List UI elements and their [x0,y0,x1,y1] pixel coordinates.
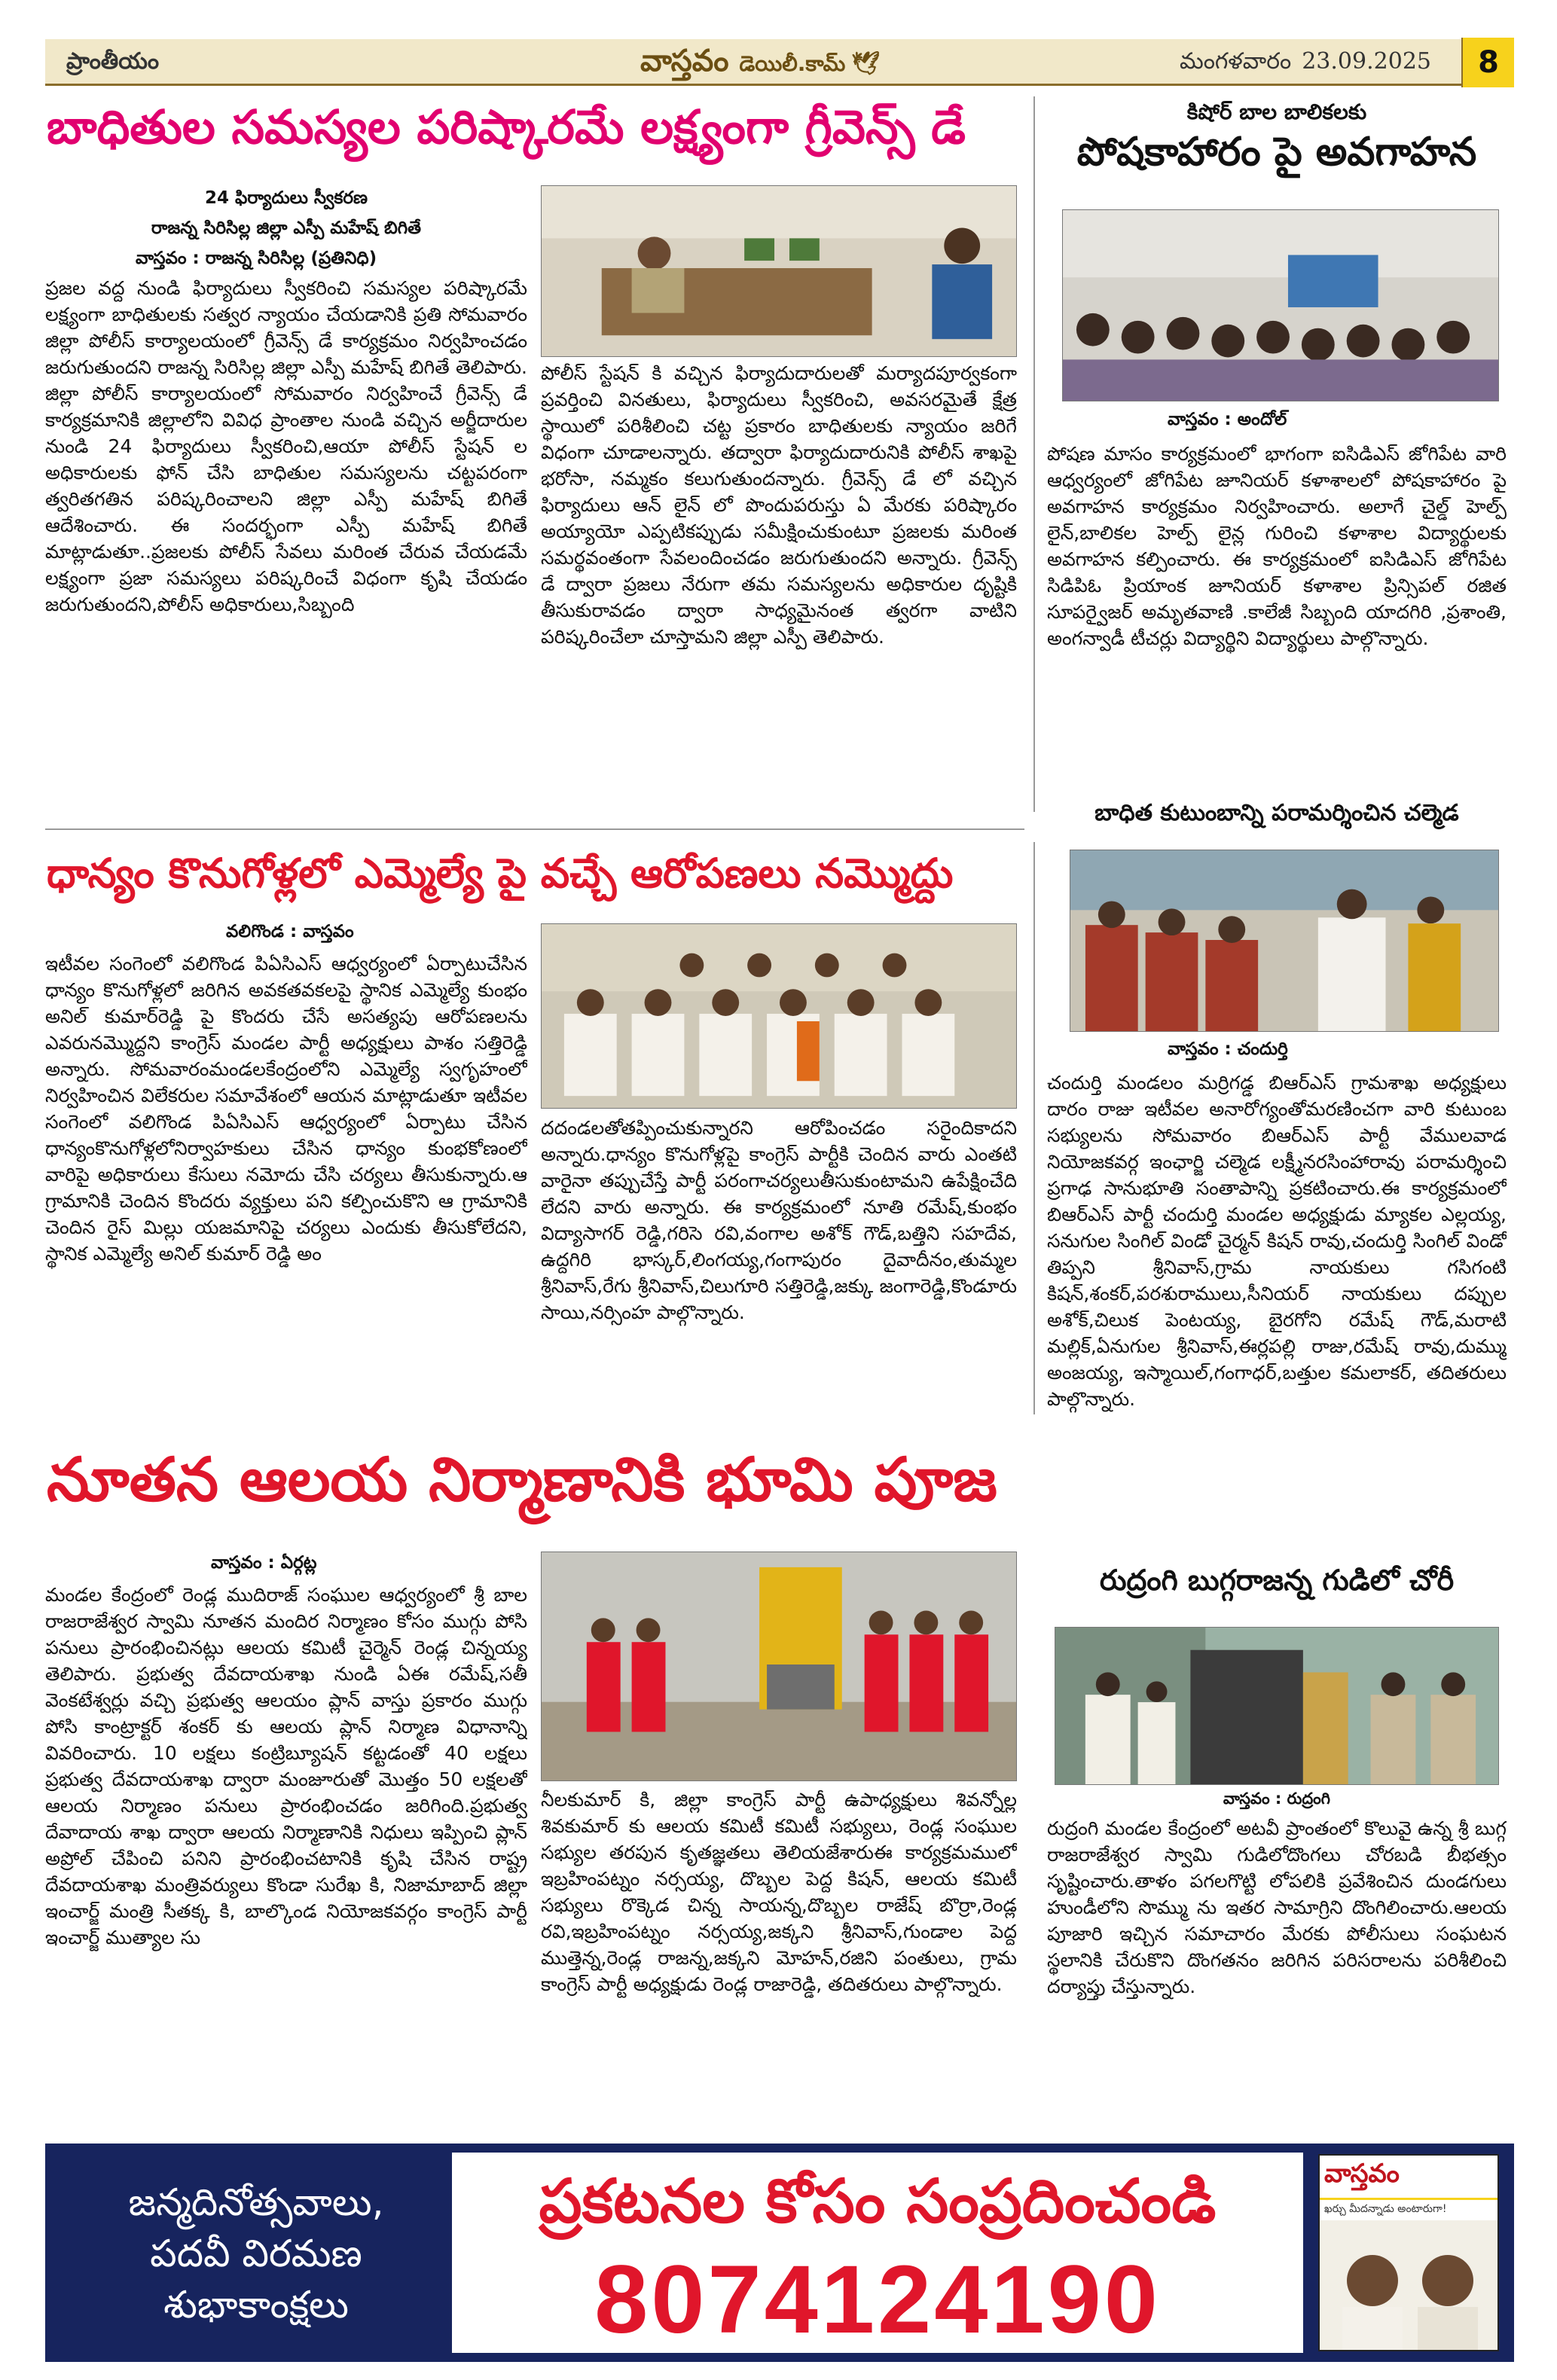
ad-title: ప్రకటనల కోసం సంప్రదించండి [539,2166,1217,2236]
story4-body: పోషణ మాసం కార్యక్రమంలో భాగంగా ఐసిడిఎస్ జోగిపేట వారి ఆధ్వర్యంలో జోగిపేట జూనియర్ కళాశాలలో పోషకాహారం పై అవగాహన కార్యక్రమం నిర్వహించారు. అలాగే చైల్డ్ హెల్ప్ లైన్,బాలికల హెల్ప్ లైన్ల గురించి కళాశాల విద్యార్థులకు అవగాహన కల్పించారు. ఈ కార్యక్రమంలో ఐసిడిఎస్ జోగిపేట సిడిపిఓ ప్రియాంక జూనియర్ కళాశాల ప్రిన్సిపల్ రజిత సూపర్వైజర్ అమృతవాణి .కాలేజీ సిబ్బంది యాదగిరి ,ప్రశాంతి, అంగన్వాడీ టీచర్లు విద్యార్థిని విద్యార్థులు పాల్గొన్నారు. [1047,443,1507,649]
office-photo-icon [542,186,1016,356]
ad-line-birthdays: జన్మదినోత్సవాలు, [128,2180,384,2224]
story1-dateline: వాస్తవం : రాజన్న సిరిసిల్ల (ప్రతినిధి) [136,249,377,268]
story2-dateline: వలిగొండ : వాస్తవం [226,922,354,941]
column-divider [1033,96,1035,812]
issue-date [1180,48,1431,80]
story5-body: చందుర్తి మండలం మర్రిగడ్డ బిఆర్ఎస్ గ్రామశాఖ అధ్యక్షులు దారం రాజు ఇటీవల అనారోగ్యంతోమరణించగా వారి కుటుంబ సభ్యులను సోమవారం బిఆర్ఎస్ పార్టీ వేములవాడ నియోజకవర్గ ఇంఛార్జి చల్మెడ లక్ష్మీనరసింహారావు పరామర్శించి ప్రగాఢ సానుభూతి సంతాపాన్ని ప్రకటించారు.ఈ కార్యక్రమంలో బిఆర్ఎస్ పార్టీ చందుర్తి మండల అధ్యక్షుడు మ్యాకల ఎల్లయ్య, సనుగుల సింగిల్ విండో చైర్మన్ కిషన్ రావు,చందుర్తి సింగిల్ విండో తిప్పని శ్రీనివాస్,గ్రామ నాయకులు గసిగంటి కిషన్,శంకర్,పరశురాములు,సీనియర్ నాయకులు దప్పుల అశోక్,చిలుక పెంటయ్య, బైరగోని రమేష్ గౌడ్,మరాటి మల్లిక్,ఏనుగుల శ్రీనివాస్,ఈర్లపల్లి రాజు,రమేష్ రావు,దుమ్ము అంజయ్య, ఇస్మాయిల్,గంగాధర్,బత్తుల కమలాకర్, తదితరులు పాల్గొన్నారు. [1047,1072,1507,1410]
family-visit-photo-icon [1070,850,1498,1031]
masthead [45,39,1514,86]
story4-kicker: కిషోర్ బాల బాలికలకు [1186,99,1367,124]
story1-photo-grievance-meeting [541,185,1017,357]
story6-headline: రుద్రంగి బుగ్గరాజన్న గుడిలో చోరీ [1099,1564,1455,1597]
story3-column-1: మండల కేంద్రంలో రెండ్ల ముదిరాజ్ సంఘుల ఆధ్వర్యంలో శ్రీ బాల రాజరాజేశ్వర స్వామి నూతన మందిర నిర్మాణం కోసం ముగ్గు పోసి పనులు ప్రారంభించినట్లు ఆలయ కమిటీ చైర్మెన్ రెండ్ల చిన్నయ్య తెలిపారు. ప్రభుత్వ దేవదాయశాఖ నుండి ఏఈ రమేష్,సతీ వెంకటేశ్వర్లు వచ్చి ప్రభుత్వ ఆలయం ప్లాన్ వాస్తు ప్రకారం ముగ్గు పోసి కాంట్రాక్టర్ శంకర్ కు ఆలయ ప్లాన్ నిర్మాణ విధానాన్ని వివరించారు. 10 లక్షలు కంట్రిబ్యూషన్ కట్టడంతో 40 లక్షలు ప్రభుత్వ దేవదాయశాఖ ద్వారా మంజూరుతో మొత్తం 50 లక్షలతో ఆలయ నిర్మాణం పనులు ప్రారంభించడం జరిగింది.ప్రభుత్వ దేవాదాయ శాఖ ద్వారా ఆలయ నిర్మాణానికి నిధులు ఇప్పించి ప్లాన్ అప్రోల్ చేపించి పనిని ప్రారంభించటానికి కృషి చేసిన రాష్ట్ర దేవదాయశాఖ మంత్రివర్యులు కొండా సురేఖ కి, నిజామాబాద్ జిల్లా ఇంచార్జ్ మంత్రి సీతక్క కి, బాల్కొండ నియోజకవర్గం కాంగ్రెస్ పార్టీ ఇంచార్జ్ ముత్యాల సు [45,1584,527,1948]
column-divider [1033,842,1035,1414]
story5-dateline: వాస్తవం : చందుర్తి [1168,1039,1288,1059]
ad-thumbnail-caption: ఖర్చు మీదన్నాడు అంటారుగా! [1324,2203,1447,2215]
section-divider [45,828,1024,830]
story1-column-1: ప్రజల వద్ద నుండి ఫిర్యాదులు స్వీకరించి సమస్యల పరిష్కారమే లక్ష్యంగా బాధితులకు సత్వర న్యాయం చేయడానికి ప్రతి సోమవారం జిల్లా పోలీస్ కార్యాలయంలో గ్రీవెన్స్ డే కార్యక్రమం నిర్వహించడం జరుగుతుందని రాజన్న సిరిసిల్ల జిల్లా ఎస్పీ మహేష్ బిగితే తెలిపారు. జిల్లా పోలీస్ కార్యాలయంలో సోమవారం నిర్వహించే గ్రీవెన్స్ డే కార్యక్రమానికి జిల్లాలోని వివిధ ప్రాంతాల నుండి వచ్చిన అర్జీదారుల నుండి 24 ఫిర్యాదులు స్వీకరించి,ఆయా పోలీస్ స్టేషన్ ల అధికారులకు ఫోన్ చేసి బాధితుల సమస్యలను చట్టపరంగా త్వరితగతిన పరిష్కరించాలని జిల్లా ఎస్పీ మహేష్ బిగితే ఆదేశించారు. ఈ సందర్భంగా ఎస్పీ మహేష్ బిగితే మాట్లాడుతూ..ప్రజలకు పోలీస్ సేవలు మరింత చేరువ చేయడమే లక్ష్యంగా ప్రజా సమస్యలు పరిష్కరించే విధంగా కృషి చేయడం జరుగుతుందని,పోలీస్ అధికారులు,సిబ్బంది [45,277,527,615]
story4-headline: పోషకాహారం పై అవగాహన [1076,130,1477,175]
story2-column-2: దదండలతోతప్పించుకున్నారని ఆరోపించడం సరైందికాదని అన్నారు.ధాన్యం కొనుగోళ్లపై కాంగ్రెస్ పార్టీకి చెందిన వారు ఎంతటి వారైనా తప్పుచేస్తే పార్టీ పరంగాచర్యలుతీసుకుంటామని ఉపేక్షించేది లేదని వారు అన్నారు. ఈ కార్యక్రమంలో నూతి రమేష్,కుంభం విద్యాసాగర్ రెడ్డి,గరిసె రవి,వంగాల అశోక్ గౌడ్,బత్తిని సహదేవ, ఉద్దగిరి భాస్కర్,లింగయ్య,గంగాపురం దైవాదీనం,తుమ్మల శ్రీనివాస్,రేగు శ్రీనివాస్,చిలుగూరి సత్తిరెడ్డి,జక్కు జంగారెడ్డి,కొండూరు సాయి,నర్సింహ పాల్గొన్నారు. [541,1117,1017,1323]
story2-headline: ధాన్యం కొనుగోళ్లలో ఎమ్మెల్యే పై వచ్చే ఆరోపణలు నమ్మొద్దు [47,850,954,897]
story1-sub2: రాజన్న సిరిసిల్ల జిల్లా ఎస్పీ మహేష్ బిగితే [151,218,422,238]
advertisement-banner [45,2144,1514,2362]
bird-icon: 🕊 [851,50,881,77]
story3-photo-bhoomi-pooja [541,1552,1017,1781]
ad-line-greetings: శుభాకాంక్షలు [163,2283,349,2327]
ad-phone-number[interactable]: 8074124190 [594,2246,1161,2354]
story2-column-1: ఇటీవల సంగెంలో వలిగొండ పిఏసిఎస్ ఆధ్వర్యంలో ఏర్పాటుచేసిన ధాన్యం కొనుగోళ్లలో జరిగిన అవకతవకలపై స్థానిక ఎమ్మెల్యే కుంభం అనిల్ కుమార్‌రెడ్డి పై కొందరు చేసే అసత్యపు ఆరోపణలను ఎవరునమ్మొద్దని కాంగ్రెస్ మండల పార్టీ అధ్యక్షులు పాశం సత్తిరెడ్డి అన్నారు. సోమవారంమండలకేంద్రంలోని ఎమ్మెల్యే స్వగృహంలో నిర్వహించిన విలేకరుల సమావేశంలో ఆయన మాట్లాడుతూ ఇటీవల సంగెంలో వలిగొండ పిఏసిఎస్ ఆధ్వర్యంలో ఏర్పాటు చేసిన ధాన్యంకొనుగోళ్లలోనిర్వాహకులు చేసిన ధాన్యం కుంభకోణంలో వారిపై అధికారులు కేసులు నమోదు చేసి చర్యలు తీసుకున్నారు.ఆ గ్రామానికి చెందిన కొందరు వ్యక్తులు పని కల్పించుకొని ఆ గ్రామానికి చెందిన రైస్ మిల్లు యజమానిపై చర్యలు ఎందుకు తీసుకోలేదని, స్థానిక ఎమ్మెల్యే అనిల్ కుమార్ రెడ్డి అం [45,953,527,1265]
story5-photo-condolence-visit [1070,850,1499,1032]
story6-body: రుద్రంగి మండల కేంద్రంలో అటవీ ప్రాంతంలో కొలువై ఉన్న శ్రీ బుగ్గ రాజరాజేశ్వర స్వామి గుడిలోదొంగలు చోరబడి బీభత్సం సృష్టించారు.తాళం పగలగొట్టి లోపలికి ప్రవేశించిన దుండగులు హుండీలోని సొమ్ము ను ఇతర సామాగ్రిని దొంగిలించారు.ఆలయ పూజారి ఇచ్చిన సమాచారం మేరకు పోలీసులు సంఘటన స్థలానికి చేరుకొని దొంగతనం జరిగిన పరిసరాలను పరిశీలించి దర్యాప్తు చేస్తున్నారు. [1047,1817,1507,1997]
story3-dateline: వాస్తవం : ఏర్గట్ల [211,1553,317,1573]
weekday: మంగళవారం [1179,48,1292,75]
story6-dateline: వాస్తవం : రుద్రంగి [1223,1790,1331,1808]
story3-headline: నూతన ఆలయ నిర్మాణానికి భూమి పూజ [47,1445,997,1515]
temple-photo-icon [1055,1628,1498,1784]
group-photo-icon [542,924,1016,1108]
story6-photo-temple-theft [1055,1627,1499,1785]
brand-dotcom: డెయిలీ.కామ్ [739,51,846,76]
story1-headline: బాధితుల సమస్యల పరిష్కారమే లక్ష్యంగా గ్రీవెన్స్ డే [47,99,966,154]
brand-name: వాస్తవం [640,44,729,78]
ad-line-retirement: పదవీ విరమణ [150,2232,362,2275]
ad-thumbnail-logo: వాస్తవం [1320,2156,1497,2200]
story1-column-2: పోలీస్ స్టేషన్ కి వచ్చిన ఫిర్యాదుదారులతో మర్యాదపూర్వకంగా ప్రవర్తించి వినతులు, ఫిర్యాదులు స్వీకరించి, అవసరమైతే క్షేత్ర స్థాయిలో పరిశీలించి చట్ట ప్రకారం బాధితులకు న్యాయం జరిగే విధంగా చూడాలన్నారు. తద్వారా ఫిర్యాదుదారునికి పోలీస్ శాఖపై భరోసా, నమ్మకం కలుగుతుందన్నారు. గ్రీవెన్స్ డే లో వచ్చిన ఫిర్యాదులు ఆన్ లైన్ లో పొందుపరుస్తు ఏ మేరకు పరిష్కారం అయ్యాయో ఎప్పటికప్పుడు సమీక్షించుకుంటూ ప్రజలకు మరింత సమర్థవంతంగా సేవలందించడం జరుగుతుందని అన్నారు. గ్రీవెన్స్ డే ద్వారా ప్రజలు నేరుగా తమ సమస్యలను అధికారుల దృష్టికి తీసుకురావడం ద్వారా సాధ్యమైనంత త్వరగా వాటిని పరిష్కరించేలా చూస్తామని జిల్లా ఎస్పీ తెలిపారు. [541,362,1017,648]
page-number: 8 [1461,38,1514,87]
story5-headline: బాధిత కుటుంబాన్ని పరామర్శించిన చల్మెడ [1094,800,1459,826]
ad-contact-panel [452,2153,1303,2353]
story3-column-2: నీలకుమార్ కి, జిల్లా కాంగ్రెస్ పార్టీ ఉపాధ్యక్షులు శివన్నోల్ల శివకుమార్ కు ఆలయ కమిటీ కమిటీ సభ్యులు, రెండ్ల సంఘుల సభ్యుల తరపున కృతజ్ఞతలు తెలియజేశారుఈ కార్యక్రమములో ఇబ్రహింపట్నం నర్సయ్య, దొబ్బల పెద్ద కిషన్, ఆలయ కమిటీ సభ్యులు రొక్కెడ చిన్న సాయన్న,దొబ్బల రాజేష్ బొర్రా,రెండ్ల రవి,ఇబ్రహింపట్నం నర్సయ్య,జక్కని శ్రీనివాస్,గుండాల పెద్ద ముత్తెన్న,రెండ్ల రాజన్న,జక్కని మోహన్,రజిని పంతులు, గ్రామ కాంగ్రెస్ పార్టీ అధ్యక్షుడు రెండ్ల రాజారెడ్డి, తదితరులు పాల్గొన్నారు. [541,1789,1017,1995]
section-label: ప్రాంతీయం [66,48,160,75]
story4-dateline: వాస్తవం : అందోల్ [1168,410,1287,429]
construction-photo-icon [542,1552,1016,1780]
classroom-photo-icon [1063,210,1498,401]
story2-photo-press-meet [541,923,1017,1109]
story4-photo-awareness-session [1062,209,1499,401]
date-value: 23.09.2025 [1302,48,1431,75]
ad-thumbnail [1318,2154,1499,2351]
newspaper-brand [640,44,880,86]
portrait-icon [1320,2220,1499,2351]
story1-sub1: 24 ఫిర్యాదులు స్వీకరణ [205,188,368,208]
ad-occasions [90,2177,422,2330]
